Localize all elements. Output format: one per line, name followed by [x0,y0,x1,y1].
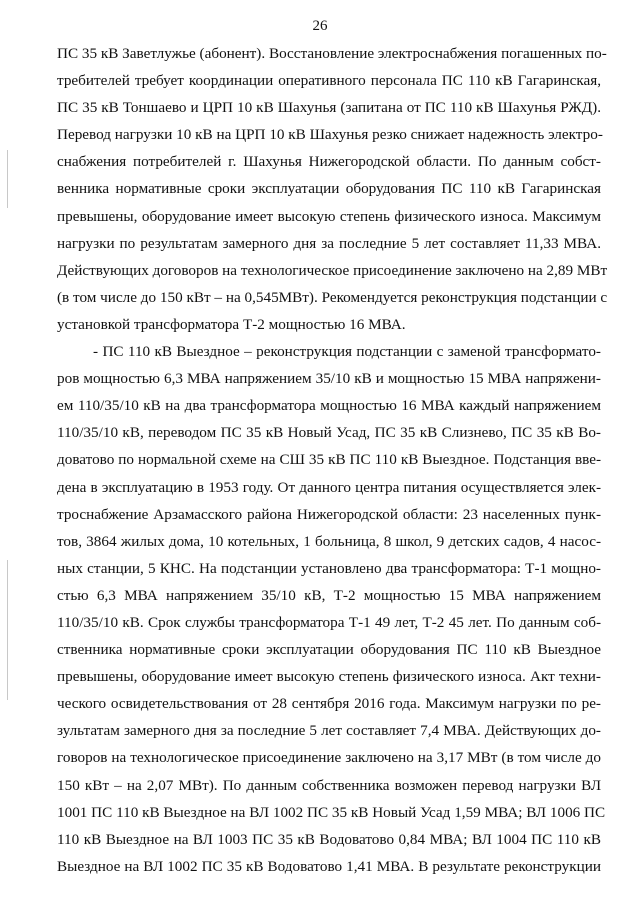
text-line: снабжения потребителей г. Шахунья Нижегородской области. По данным собст- [57,153,601,171]
text-line: ПС 35 кВ Заветлужье (абонент). Восстановление электроснабжения погашенных по- [57,45,607,62]
text-line: ров мощностью 6,3 МВА напряжением 35/10 кВ и мощностью 15 МВА напряжени- [57,370,601,388]
text-line: Выездное на ВЛ 1002 ПС 35 кВ Водоватово 1,41 МВА. В результате реконструкции [57,857,601,875]
text-line: Действующих договоров на технологическое присоединение заключено на 2,89 МВт [57,261,608,279]
text-line: требителей требует координации оперативного персонала ПС 110 кВ Гагаринская, [57,72,601,90]
text-line: тов, 3864 жилых дома, 10 котельных, 1 больница, 8 школ, 9 детских садов, 4 насос- [57,532,601,550]
text-line: (в том числе до 150 кВт – на 0,545МВт). Рекомендуется реконструкция подстанции с [57,288,608,306]
text-line: Перевод нагрузки 10 кВ на ЦРП 10 кВ Шахунья резко снижает надежность электро- [57,126,603,144]
text-line: стью 6,3 МВА напряжением 35/10 кВ, Т-2 мощностью 15 МВА напряжением [57,586,601,604]
text-line: превышены, оборудование имеет высокую степень физического износа. Акт техни- [57,668,601,686]
text-line: зультатам замерного дня за последние 5 лет составляет 7,4 МВА. Действующих до- [57,722,601,740]
text-line: ных станции, 5 КНС. На подстанции установлено два трансформатора: Т-1 мощно- [57,559,601,577]
text-line: превышены, оборудование имеет высокую степень физического износа. Максимум [57,207,601,225]
scan-margin-mark-top [7,150,8,208]
text-line: говоров на технологическое присоединение заключено на 3,17 МВт (в том числе до [57,749,601,767]
scan-margin-mark-bottom [7,560,8,700]
text-line: 110/35/10 кВ. Срок службы трансформатора Т-1 49 лет, Т-2 45 лет. По данным соб- [57,613,601,631]
document-body [57,40,608,880]
text-line: троснабжение Арзамасского района Нижегородской области: 23 населенных пунк- [57,505,601,523]
text-line: доватово по нормальной схеме на СШ 35 кВ ПС 110 кВ Выездное. Подстанция вве- [57,451,601,469]
text-line: - ПС 110 кВ Выездное – реконструкция подстанции с заменой трансформато- [93,343,601,361]
text-line: венника нормативные сроки эксплуатации оборудования ПС 110 кВ Гагаринская [57,180,601,198]
text-line: 110 кВ Выездное на ВЛ 1003 ПС 35 кВ Водоватово 0,84 МВА; ВЛ 1004 ПС 110 кВ [57,830,601,848]
text-line: 1001 ПС 110 кВ Выездное на ВЛ 1002 ПС 35 кВ Новый Усад 1,59 МВА; ВЛ 1006 ПС [57,803,606,821]
page-number: 26 [312,18,328,34]
text-line: дена в эксплуатацию в 1953 году. От данного центра питания осуществляется элек- [57,478,601,496]
text-line: ческого освидетельствования от 28 сентября 2016 года. Максимум нагрузки по ре- [57,695,601,713]
text-line: ПС 35 кВ Тоншаево и ЦРП 10 кВ Шахунья (запитана от ПС 110 кВ Шахунья РЖД). [57,99,601,117]
text-line: ем 110/35/10 кВ на два трансформатора мощностью 16 МВА каждый напряжением [57,397,601,415]
text-line: 110/35/10 кВ, переводом ПС 35 кВ Новый Усад, ПС 35 кВ Слизнево, ПС 35 кВ Во- [57,424,601,442]
text-line: ственника нормативные сроки эксплуатации оборудования ПС 110 кВ Выездное [57,641,601,659]
text-line: 150 кВт – на 2,07 МВт). По данным собственника возможен перевод нагрузки ВЛ [57,776,601,794]
text-line: нагрузки по результатам замерного дня за последние 5 лет составляет 11,33 МВА. [57,234,601,252]
text-line: установкой трансформатора Т-2 мощностью 16 МВА. [57,315,406,333]
